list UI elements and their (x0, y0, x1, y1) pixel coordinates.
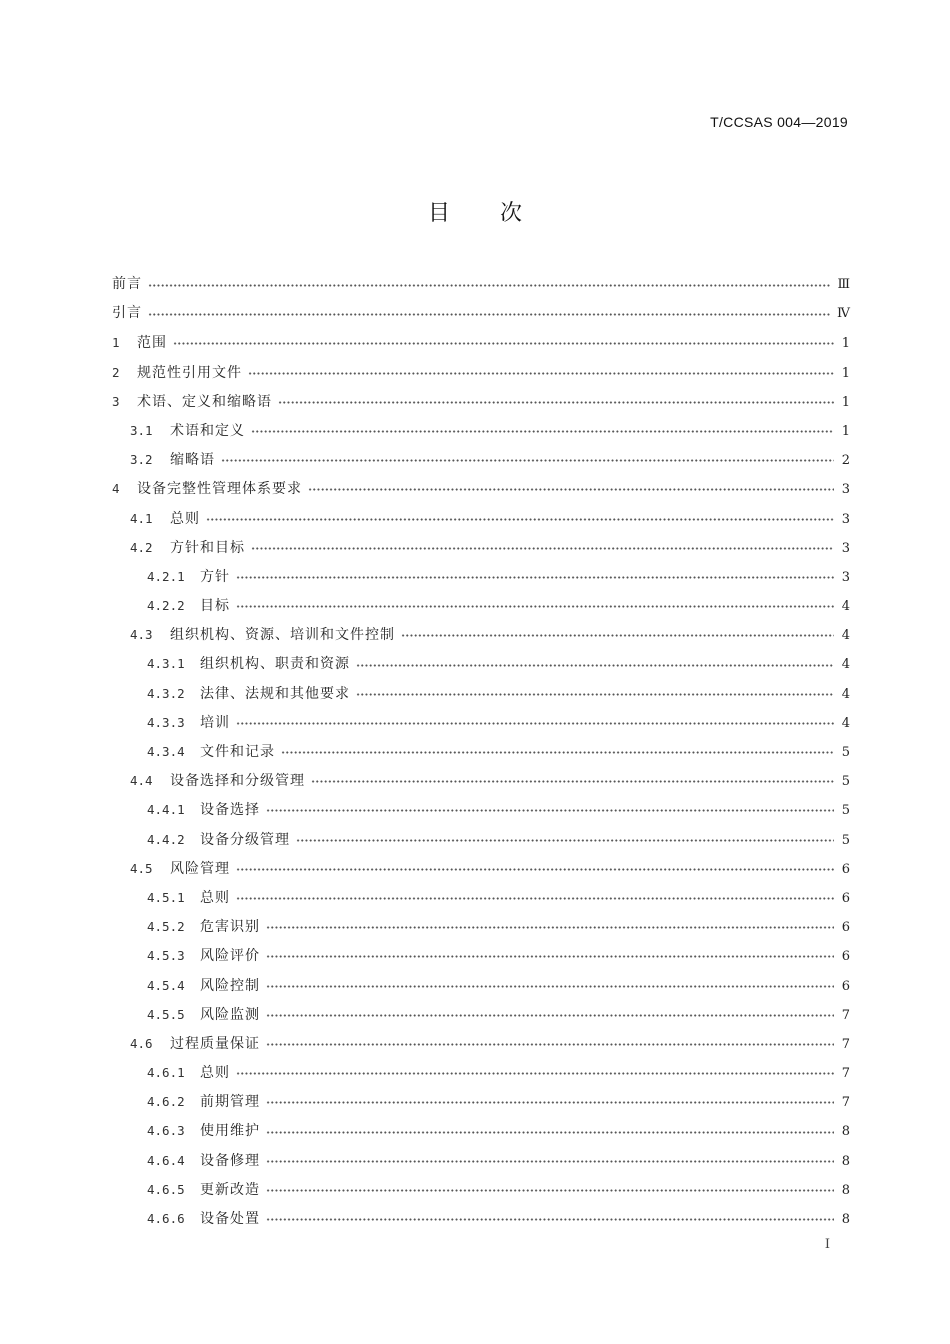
toc-entry-page: Ⅲ (837, 277, 850, 292)
toc-entry-page: 4 (841, 657, 850, 673)
toc-entry[interactable] (112, 358, 850, 387)
toc-entry-page: 8 (841, 1212, 850, 1227)
standard-code: T/CCSAS 004—2019 (710, 114, 848, 130)
toc-entry-page: 7 (841, 1095, 850, 1111)
toc-entry-number: 4.5.1 (147, 889, 185, 905)
toc-entry-number: 4.5.2 (147, 919, 185, 935)
toc-entry[interactable] (112, 299, 850, 328)
dot-leader (148, 284, 831, 287)
toc-entry-label: 总则 (170, 510, 200, 527)
toc-entry[interactable] (112, 328, 850, 357)
toc-entry-number: 2 (112, 364, 120, 380)
toc-entry-page: 8 (841, 1153, 850, 1169)
toc-entry[interactable] (112, 387, 850, 416)
toc-entry-number: 4.6.6 (147, 1211, 185, 1226)
toc-entry-number: 3 (112, 393, 120, 409)
dot-leader (248, 372, 834, 375)
toc-entry[interactable] (112, 504, 850, 533)
toc-entry-number: 4.1 (130, 510, 153, 526)
dot-leader (266, 1131, 834, 1134)
toc-entry-number: 4.5 (130, 860, 153, 876)
toc-entry[interactable] (112, 533, 850, 562)
toc-entry-label: 使用维护 (200, 1123, 260, 1140)
dot-leader (281, 751, 834, 754)
toc-entry[interactable] (112, 971, 850, 1000)
toc-entry-label: 过程质量保证 (170, 1035, 260, 1052)
toc-entry-page: 1 (841, 423, 850, 439)
toc-entry-label: 风险控制 (200, 977, 260, 994)
toc-entry-label: 目标 (200, 598, 230, 615)
toc-entry-page: 3 (841, 482, 850, 498)
toc-entry-number: 1 (112, 335, 120, 351)
page-number: I (824, 1237, 830, 1252)
toc-entry-number: 4.3.4 (147, 744, 185, 759)
toc-entry[interactable] (112, 825, 850, 854)
toc-entry[interactable] (112, 591, 850, 620)
dot-leader (236, 897, 834, 900)
toc-entry-label: 设备选择和分级管理 (170, 773, 305, 790)
dot-leader (266, 1014, 834, 1017)
dot-leader (308, 488, 834, 491)
dot-leader (356, 693, 834, 696)
toc-entry-label: 危害识别 (200, 919, 260, 936)
title-char-2: 次 (500, 201, 523, 226)
toc-entry-number: 4.4.1 (147, 802, 185, 818)
toc-entry-page: 7 (841, 1066, 850, 1082)
toc-entry[interactable] (112, 1204, 850, 1233)
dot-leader (266, 809, 834, 812)
toc-entry-page: 6 (841, 978, 850, 994)
toc-entry-page: 1 (841, 394, 850, 410)
toc-entry[interactable] (112, 795, 850, 824)
dot-leader (266, 955, 834, 958)
toc-entry-page: 1 (841, 365, 850, 381)
toc-entry-label: 方针 (200, 568, 230, 585)
toc-entry-page: 6 (841, 861, 850, 877)
toc-entry-label: 设备选择 (200, 802, 260, 819)
toc-entry[interactable] (112, 1116, 850, 1145)
toc-entry[interactable] (112, 445, 850, 474)
toc-entry[interactable] (112, 1029, 850, 1058)
toc-entry-label: 引言 (112, 305, 142, 322)
toc-entry-label: 前言 (112, 276, 142, 292)
dot-leader (356, 664, 834, 667)
dot-leader (148, 313, 831, 316)
toc-entry[interactable] (112, 766, 850, 795)
toc-entry[interactable] (112, 708, 850, 737)
dot-leader (251, 547, 834, 550)
toc-entry[interactable] (112, 416, 850, 445)
toc-entry[interactable] (112, 1146, 850, 1175)
toc-entry-page: 4 (841, 715, 850, 731)
toc-entry-label: 风险评价 (200, 948, 260, 965)
dot-leader (266, 985, 834, 988)
toc-entry-label: 风险管理 (170, 860, 230, 877)
toc-entry[interactable] (112, 883, 850, 912)
toc-entry-number: 4.2.1 (147, 568, 185, 584)
toc-entry[interactable] (112, 679, 850, 708)
toc-entry-label: 设备处置 (200, 1211, 260, 1227)
toc-entry-label: 总则 (200, 1065, 230, 1082)
toc-entry-number: 4.3 (130, 627, 153, 643)
toc-entry-page: 4 (841, 599, 850, 615)
dot-leader (236, 576, 834, 579)
dot-leader (266, 1160, 834, 1163)
toc-entry-page: 3 (841, 511, 850, 527)
toc-entry-page: 5 (841, 803, 850, 819)
toc-entry-number: 4.5.3 (147, 948, 185, 964)
toc-entry-number: 3.2 (130, 452, 153, 468)
toc-entry-label: 规范性引用文件 (137, 364, 242, 381)
toc-entry-number: 4 (112, 481, 120, 497)
toc-entry-label: 方针和目标 (170, 539, 245, 556)
toc-entry[interactable] (112, 649, 850, 678)
toc-entry-number: 4.6.4 (147, 1152, 185, 1168)
toc-entry-number: 4.3.3 (147, 714, 185, 730)
toc-entry-number: 4.6.2 (147, 1094, 185, 1110)
toc-entry-label: 更新改造 (200, 1181, 260, 1198)
toc-entry-label: 设备修理 (200, 1152, 260, 1169)
toc-entry[interactable] (112, 854, 850, 883)
toc-entry-label: 风险监测 (200, 1006, 260, 1023)
page-title (0, 196, 950, 227)
toc-entry-number: 4.4.2 (147, 831, 185, 847)
toc-entry-page: 3 (841, 569, 850, 585)
toc-entry-number: 4.5.5 (147, 1006, 185, 1022)
dot-leader (251, 430, 834, 433)
toc-entry-label: 法律、法规和其他要求 (200, 685, 350, 702)
toc-entry-label: 总则 (200, 889, 230, 906)
toc-entry-page: 6 (841, 949, 850, 965)
toc-entry-label: 范围 (137, 335, 167, 352)
toc-entry-label: 术语和定义 (170, 422, 245, 439)
toc-entry-number: 4.4 (130, 773, 153, 789)
dot-leader (236, 1072, 834, 1075)
dot-leader (173, 342, 834, 345)
dot-leader (266, 1043, 834, 1046)
toc-entry-page: 7 (841, 1007, 850, 1023)
toc-entry-page: 3 (841, 540, 850, 556)
toc-entry-number: 3.1 (130, 422, 153, 438)
toc-entry-page: 2 (841, 453, 850, 469)
toc-entry-label: 术语、定义和缩略语 (137, 393, 272, 410)
dot-leader (296, 839, 834, 842)
dot-leader (221, 459, 834, 462)
toc-entry-number: 4.3.1 (147, 656, 185, 672)
toc-entry-number: 4.2 (130, 539, 153, 555)
toc-entry-label: 组织机构、职责和资源 (200, 656, 350, 673)
toc-entry-page: 6 (841, 890, 850, 906)
toc-entry-label: 文件和记录 (200, 744, 275, 760)
toc-entry[interactable] (112, 912, 850, 941)
dot-leader (266, 1189, 834, 1192)
toc-entry-page: 6 (841, 920, 850, 936)
toc-entry-page: 5 (841, 745, 850, 760)
toc-entry-label: 缩略语 (170, 452, 215, 469)
toc-entry-page: 1 (841, 336, 850, 352)
toc-entry-page: Ⅳ (837, 306, 850, 322)
toc-entry[interactable] (112, 1087, 850, 1116)
toc-entry[interactable] (112, 1000, 850, 1029)
toc-entry-label: 组织机构、资源、培训和文件控制 (170, 627, 395, 644)
toc-entry[interactable] (112, 620, 850, 649)
dot-leader (266, 1218, 834, 1221)
toc-entry-number: 4.6.3 (147, 1123, 185, 1139)
toc-entry-number: 4.6.1 (147, 1065, 185, 1081)
toc-entry-page: 5 (841, 832, 850, 848)
toc-entry-label: 设备完整性管理体系要求 (137, 481, 302, 498)
dot-leader (236, 868, 834, 871)
toc-entry[interactable] (112, 1175, 850, 1204)
dot-leader (278, 401, 834, 404)
toc-entry-number: 4.3.2 (147, 685, 185, 701)
toc-entry-number: 4.5.4 (147, 977, 185, 993)
toc-entry-page: 4 (841, 628, 850, 644)
table-of-contents (112, 270, 850, 1233)
toc-entry-label: 设备分级管理 (200, 831, 290, 848)
toc-entry-number: 4.6.5 (147, 1181, 185, 1197)
toc-entry-number: 4.2.2 (147, 598, 185, 614)
dot-leader (206, 518, 834, 521)
toc-entry-label: 培训 (200, 714, 230, 731)
toc-entry[interactable] (112, 737, 850, 766)
toc-entry[interactable] (112, 1058, 850, 1087)
toc-entry[interactable] (112, 562, 850, 591)
toc-entry-page: 4 (841, 686, 850, 702)
toc-entry-page: 8 (841, 1124, 850, 1140)
dot-leader (401, 634, 834, 637)
toc-entry-page: 8 (841, 1182, 850, 1198)
toc-entry-label: 前期管理 (200, 1094, 260, 1111)
dot-leader (266, 926, 834, 929)
toc-entry-page: 7 (841, 1036, 850, 1052)
toc-entry-number: 4.6 (130, 1035, 153, 1051)
toc-entry[interactable] (112, 270, 850, 299)
toc-entry[interactable] (112, 474, 850, 503)
dot-leader (266, 1101, 834, 1104)
title-char-1: 目 (427, 201, 450, 226)
dot-leader (236, 722, 834, 725)
toc-entry-page: 5 (841, 774, 850, 790)
dot-leader (311, 780, 834, 783)
toc-entry[interactable] (112, 941, 850, 970)
dot-leader (236, 605, 834, 608)
